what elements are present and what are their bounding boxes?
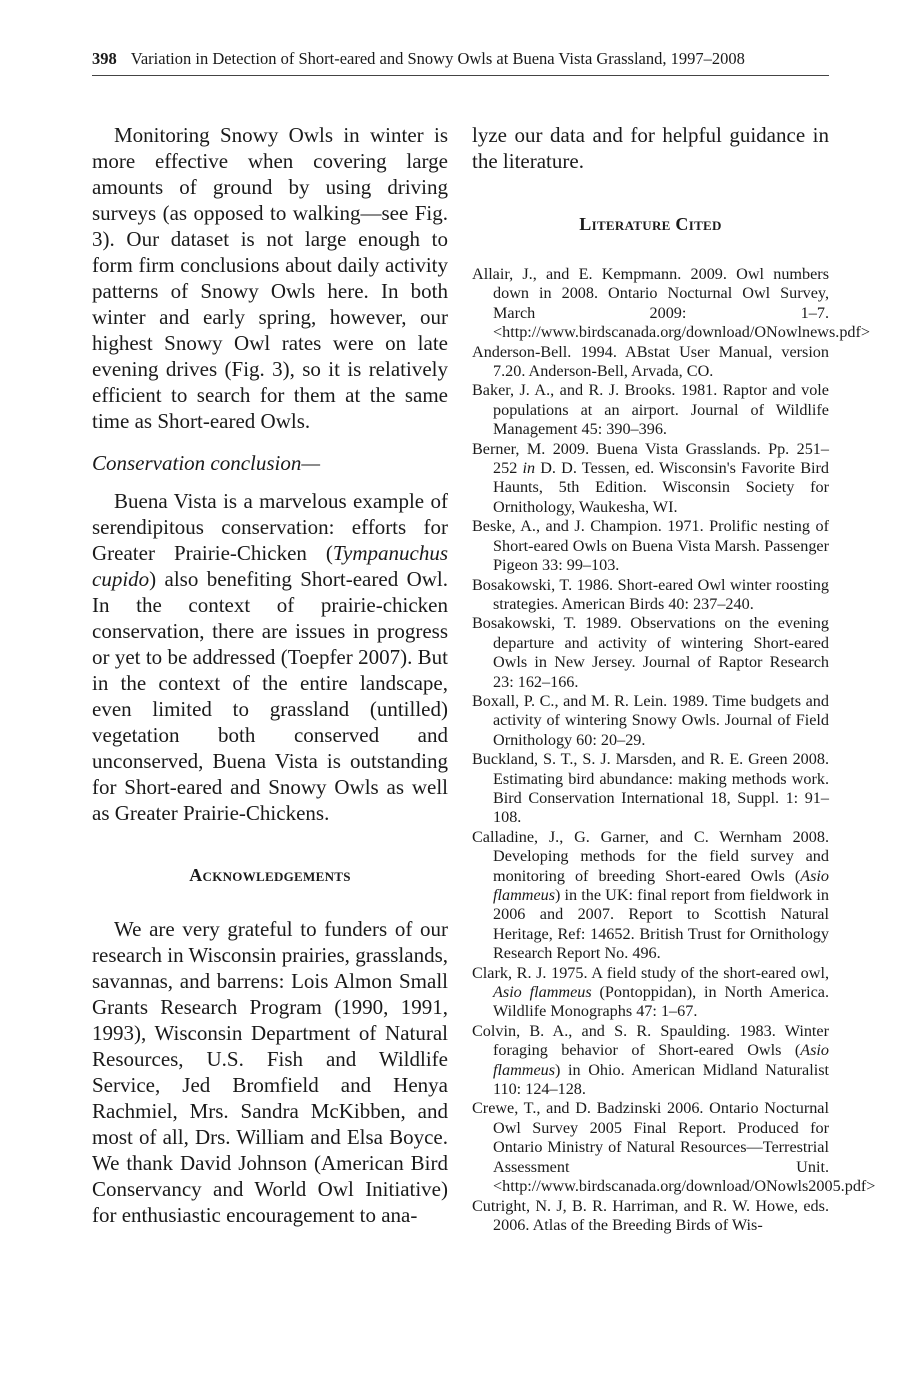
reference-item <box>472 692 829 750</box>
acknowledgements-heading: Acknowledgements <box>189 865 351 885</box>
header-rule <box>92 75 829 76</box>
reference-text: Boxall, P. C., and M. R. Lein. 1989. Time budgets and activity of wintering Snowy Owls. Journal of Field Ornithology 60: 20–29. <box>472 691 829 749</box>
reference-item <box>472 381 829 439</box>
reference-item <box>472 614 829 692</box>
reference-text: Buckland, S. T., S. J. Marsden, and R. E. Green 2008. Estimating bird abundance: making methods work. Bird Conservation International 18, Suppl. 1: 91–108. <box>472 750 829 827</box>
subheading-conservation: Conservation conclusion— <box>92 451 321 475</box>
reference-text: Bosakowski, T. 1986. Short-eared Owl winter roosting strategies. American Birds 40: 237–240. <box>472 575 829 613</box>
reference-list <box>472 265 876 1235</box>
reference-text: Allair, J., and E. Kempmann. 2009. Owl numbers down in 2008. Ontario Nocturnal Owl Survey, March 2009: 1–7. <http://www.birdscanada.org/download/ONowlnews.pdf> <box>472 265 871 342</box>
reference-italic: in <box>522 459 536 478</box>
reference-italic: Asio flammeus <box>493 983 592 1002</box>
page-number: 398 <box>92 49 117 68</box>
reference-text: Anderson-Bell. 1994. ABstat User Manual, version 7.20. Anderson-Bell, Arvada, CO. <box>472 342 829 381</box>
body-paragraph-snowy-owls: Monitoring Snowy Owls in winter is more effective when covering large amounts of ground by using driving surveys (as opposed to walking—see Fig. 3). Our dataset is not large enough to form firm conclusions about daily activity patterns of Snowy Owls here. In both winter and early spring, however, our highest Snowy Owl rates were on late evening drives (Fig. 3), so it is relatively efficient to search for them at the same time as Short-eared Owls. <box>92 123 448 433</box>
left-column <box>92 122 448 1228</box>
reference-text: Calladine, J., G. Garner, and C. Wernham 2008. Developing methods for the field survey and monitoring of breeding Short-eared Owls ( <box>472 827 829 885</box>
reference-italic: Asio flammeus <box>493 1041 829 1079</box>
species-name: Tympanuchus cupido <box>92 541 448 591</box>
reference-item <box>472 440 829 518</box>
reference-item <box>472 828 829 964</box>
reference-item <box>472 964 829 1022</box>
reference-text-cont: (Pontoppidan), in North America. Wildlife Monographs 47: 1–67. <box>493 983 829 1021</box>
reference-item <box>472 576 829 615</box>
running-header <box>92 49 829 69</box>
para2-part-a: Buena Vista is a marvelous example of serendipitous conservation: efforts for Greater Prairie-Chicken ( <box>92 489 448 565</box>
reference-item <box>472 1099 876 1196</box>
reference-text: Berner, M. 2009. Buena Vista Grasslands. Pp. 251–252 <box>472 439 829 478</box>
acknowledgements-paragraph: We are very grateful to funders of our research in Wisconsin prairies, grasslands, savannas, and barrens: Lois Almon Small Grants Research Program (1990, 1991, 1993), Wisconsin Department of Natural Resources, U.S. Fish and Wildlife Service, Jed Bromfield and Henya Rachmiel, Mrs. Sandra McKibben, and most of all, Drs. William and Elsa Boyce. We thank David Johnson (American Bird Conservancy and World Owl Initiative) for enthusiastic encouragement to ana- <box>92 917 448 1227</box>
reference-text: Cutright, N. J, B. R. Harriman, and R. W. Howe, eds. 2006. Atlas of the Breeding Birds of Wis- <box>472 1196 829 1234</box>
reference-text-cont: ) in Ohio. American Midland Naturalist 110: 124–128. <box>493 1060 829 1099</box>
reference-item <box>472 343 829 382</box>
reference-text: Clark, R. J. 1975. A field study of the short-eared owl, <box>472 963 829 982</box>
reference-text: Baker, J. A., and R. J. Brooks. 1981. Raptor and vole populations at an airport. Journal of Wildlife Management 45: 390–396. <box>472 381 829 439</box>
body-paragraph-conservation <box>92 488 448 826</box>
running-title: Variation in Detection of Short-eared and Snowy Owls at Buena Vista Grassland, 1997–2008 <box>130 49 745 68</box>
right-column <box>472 122 876 1235</box>
reference-item <box>472 265 871 343</box>
continuation-paragraph: lyze our data and for helpful guidance in the literature. <box>472 123 829 173</box>
reference-text-cont: D. D. Tessen, ed. Wisconsin's Favorite Bird Haunts, 5th Edition. Wisconsin Society for Ornithology, Waukesha, WI. <box>493 459 830 516</box>
reference-text: Crewe, T., and D. Badzinski 2006. Ontario Nocturnal Owl Survey 2005 Final Report. Produced for Ontario Ministry of Natural Resources—Terrestrial Assessment Unit. <http://www.birdscanada.org/download/ONowls2005.pdf> <box>472 1099 876 1196</box>
reference-text: Bosakowski, T. 1989. Observations on the evening departure and activity of wintering Short-eared Owls in New Jersey. Journal of Raptor Research 23: 162–166. <box>472 614 829 691</box>
literature-cited-heading: Literature Cited <box>579 214 722 234</box>
reference-italic: Asio flammeus <box>493 866 829 904</box>
reference-item <box>472 750 829 828</box>
reference-text-cont: ) in the UK: final report from fieldwork in 2006 and 2007. Report to Scottish Natural Heritage, Ref: 14652. British Trust for Ornithology Research Report No. 496. <box>493 886 829 963</box>
reference-text: Beske, A., and J. Champion. 1971. Prolific nesting of Short-eared Owls on Buena Vista Marsh. Passenger Pigeon 33: 99–103. <box>472 517 829 575</box>
reference-text: Colvin, B. A., and S. R. Spaulding. 1983. Winter foraging behavior of Short-eared Owls ( <box>472 1021 829 1060</box>
para2-part-b: ) also benefiting Short-eared Owl. In the context of prairie-chicken conservation, there are issues in progress or yet to be addressed (Toepfer 2007). But in the context of the entire landscape, even limited to grassland (untilled) vegetation both conserved and unconserved, Buena Vista is outstanding for Short-eared and Snowy Owls as well as Greater Prairie-Chickens. <box>92 567 448 825</box>
reference-item <box>472 1197 829 1236</box>
reference-item <box>472 1022 829 1100</box>
reference-item <box>472 517 829 575</box>
